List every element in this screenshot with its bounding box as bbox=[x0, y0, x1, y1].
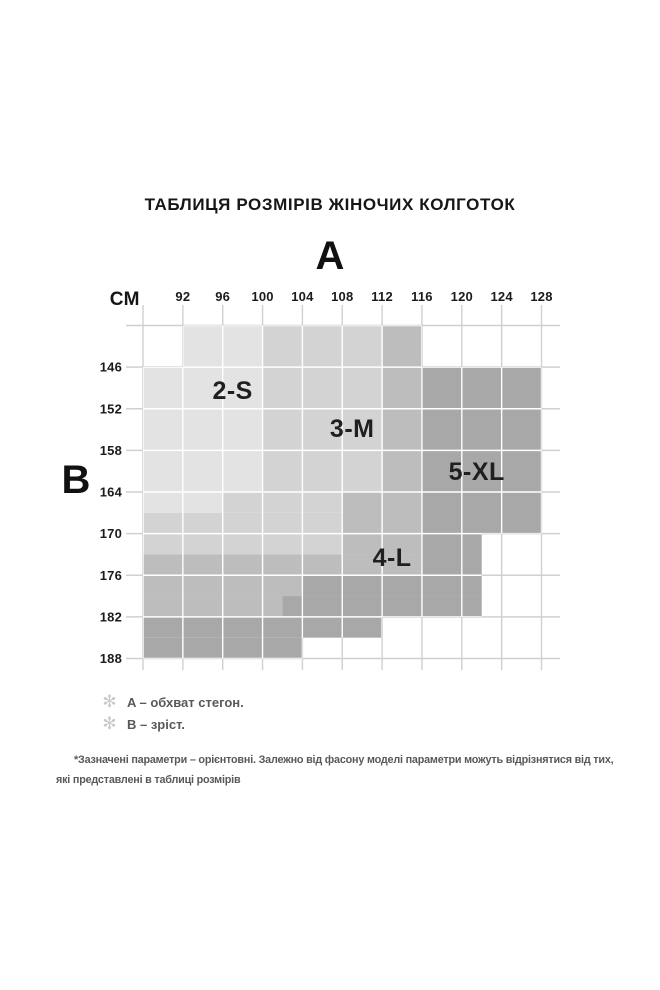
col-tick-label: 112 bbox=[371, 289, 393, 304]
row-tick-label: 188 bbox=[99, 651, 122, 666]
col-tick-label: 116 bbox=[411, 289, 433, 304]
row-tick-label: 182 bbox=[99, 609, 122, 625]
row-tick-label: 152 bbox=[99, 401, 122, 417]
axis-a-label: A bbox=[315, 234, 345, 278]
asterisk-icon: ✻ bbox=[102, 692, 117, 711]
legend-item-label: B – зріст. bbox=[127, 716, 185, 732]
row-tick-label: 164 bbox=[99, 484, 122, 500]
legend-item-b bbox=[101, 716, 244, 732]
col-tick-label: 104 bbox=[291, 289, 314, 304]
cm-unit-label: СМ bbox=[109, 289, 140, 310]
col-tick-label: 92 bbox=[175, 289, 191, 304]
row-tick-label: 146 bbox=[99, 359, 122, 375]
col-tick-label: 124 bbox=[490, 289, 513, 304]
col-tick-label: 108 bbox=[331, 289, 354, 304]
legend bbox=[101, 694, 244, 738]
asterisk-icon: ✻ bbox=[102, 714, 117, 733]
legend-item-label: A – обхват стегон. bbox=[127, 694, 244, 710]
footnote-line: які представлені в таблиці розмірів bbox=[56, 774, 241, 786]
size-region-4-L bbox=[143, 596, 282, 617]
legend-item-a bbox=[101, 694, 244, 710]
page-title: ТАБЛИЦЯ РОЗМІРІВ ЖІНОЧИХ КОЛГОТОК bbox=[144, 195, 516, 214]
size-label-5-XL: 5-XL bbox=[448, 458, 505, 487]
col-tick-label: 96 bbox=[215, 289, 231, 304]
size-region-5-XL bbox=[302, 575, 481, 596]
size-region-5-XL bbox=[422, 534, 482, 576]
footnote-line: *Зазначені параметри – орієнтовні. Залежно від фасону моделі параметри можуть відрізнятися від тих, bbox=[74, 754, 614, 766]
footnote bbox=[56, 750, 646, 790]
col-tick-label: 120 bbox=[450, 289, 473, 304]
size-region-3-M bbox=[223, 492, 343, 513]
size-label-2-S: 2-S bbox=[212, 377, 253, 406]
col-tick-label: 128 bbox=[530, 289, 553, 304]
size-label-3-M: 3-M bbox=[329, 415, 375, 444]
col-tick-label: 100 bbox=[251, 289, 274, 304]
axis-b-label: B bbox=[61, 458, 91, 502]
row-tick-label: 170 bbox=[99, 526, 122, 542]
row-tick-label: 158 bbox=[99, 442, 122, 458]
row-tick-label: 176 bbox=[99, 567, 122, 583]
size-label-4-L: 4-L bbox=[372, 544, 412, 573]
